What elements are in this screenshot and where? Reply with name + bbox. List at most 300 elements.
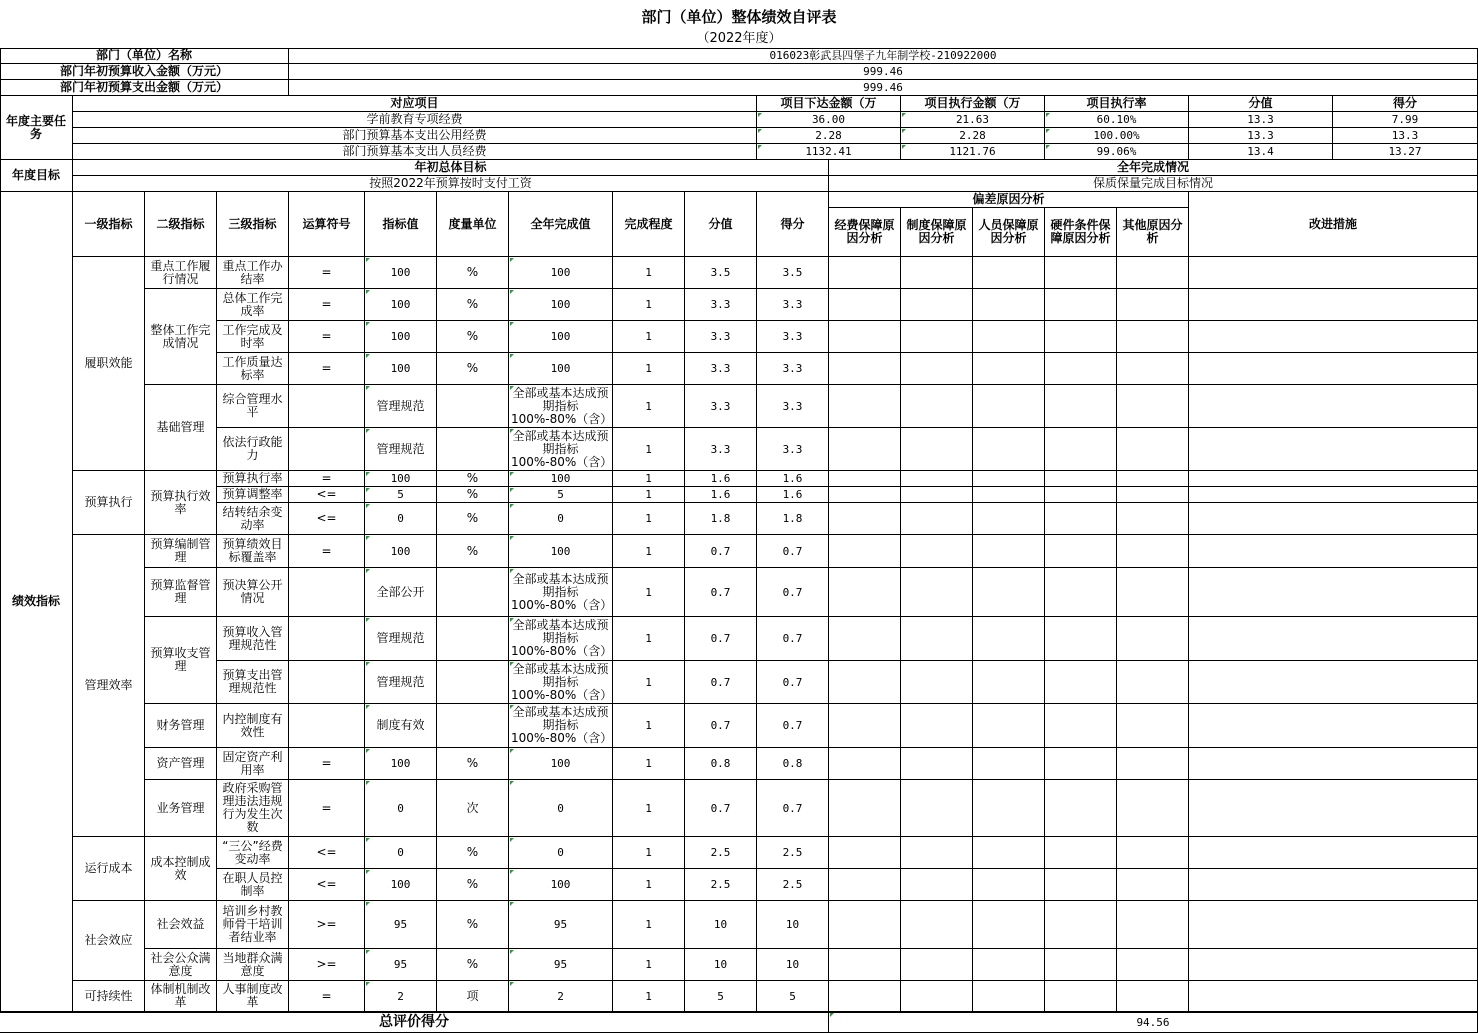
deviation-cell[interactable] xyxy=(829,869,901,901)
task-score-value[interactable]: 13.3 xyxy=(1189,112,1333,128)
indicator-score[interactable]: 1.6 xyxy=(757,471,829,487)
deviation-cell[interactable] xyxy=(901,568,973,617)
deviation-cell[interactable] xyxy=(829,981,901,1012)
deviation-cell[interactable] xyxy=(1117,981,1189,1012)
task-score-value[interactable]: 13.4 xyxy=(1189,144,1333,160)
indicator-op[interactable]: <= xyxy=(289,869,365,901)
task-issued[interactable]: 36.00 xyxy=(757,112,901,128)
indicator-op[interactable]: <= xyxy=(289,503,365,535)
indicator-degree[interactable]: 1 xyxy=(613,487,685,503)
indicator-value[interactable]: 10 xyxy=(685,949,757,981)
deviation-cell[interactable] xyxy=(901,503,973,535)
indicator-target[interactable]: 100 xyxy=(365,471,437,487)
indicator-unit[interactable]: % xyxy=(437,949,509,981)
deviation-cell[interactable] xyxy=(1045,428,1117,471)
indicator-degree[interactable]: 1 xyxy=(613,981,685,1012)
indicator-actual[interactable]: 100 xyxy=(509,257,613,289)
deviation-cell[interactable] xyxy=(901,353,973,385)
indicator-target[interactable]: 100 xyxy=(365,748,437,780)
indicator-target[interactable]: 管理规范 xyxy=(365,385,437,428)
indicator-value[interactable]: 1.6 xyxy=(685,487,757,503)
deviation-cell[interactable] xyxy=(973,617,1045,661)
indicator-value[interactable]: 3.3 xyxy=(685,428,757,471)
deviation-cell[interactable] xyxy=(973,535,1045,568)
completion-value[interactable]: 保质保量完成目标情况 xyxy=(829,176,1478,192)
indicator-value[interactable]: 0.7 xyxy=(685,535,757,568)
deviation-cell[interactable] xyxy=(973,869,1045,901)
unit-name-value[interactable]: 016023彰武县四堡子九年制学校-210922000 xyxy=(289,48,1478,64)
deviation-cell[interactable] xyxy=(1117,568,1189,617)
indicator-value[interactable]: 10 xyxy=(685,901,757,949)
indicator-target[interactable]: 全部公开 xyxy=(365,568,437,617)
deviation-cell[interactable] xyxy=(973,353,1045,385)
indicator-value[interactable]: 0.7 xyxy=(685,568,757,617)
deviation-cell[interactable] xyxy=(901,428,973,471)
deviation-cell[interactable] xyxy=(1117,385,1189,428)
deviation-cell[interactable] xyxy=(973,837,1045,869)
indicator-unit[interactable] xyxy=(437,385,509,428)
deviation-cell[interactable] xyxy=(829,257,901,289)
deviation-cell[interactable] xyxy=(1045,257,1117,289)
indicator-value[interactable]: 3.3 xyxy=(685,321,757,353)
deviation-cell[interactable] xyxy=(973,487,1045,503)
deviation-cell[interactable] xyxy=(1045,780,1117,837)
indicator-value[interactable]: 0.7 xyxy=(685,617,757,661)
improvement-cell[interactable] xyxy=(1189,901,1478,949)
indicator-unit[interactable]: % xyxy=(437,503,509,535)
indicator-actual[interactable]: 全部或基本达成预期指标100%-80%（含） xyxy=(509,704,613,748)
indicator-score[interactable]: 1.6 xyxy=(757,487,829,503)
income-value[interactable]: 999.46 xyxy=(289,64,1478,80)
task-score-value[interactable]: 13.3 xyxy=(1189,128,1333,144)
indicator-value[interactable]: 0.7 xyxy=(685,780,757,837)
indicator-unit[interactable] xyxy=(437,661,509,704)
deviation-cell[interactable] xyxy=(973,289,1045,321)
deviation-cell[interactable] xyxy=(901,661,973,704)
indicator-op[interactable]: = xyxy=(289,257,365,289)
indicator-actual[interactable]: 95 xyxy=(509,901,613,949)
indicator-value[interactable]: 3.3 xyxy=(685,353,757,385)
indicator-target[interactable]: 100 xyxy=(365,869,437,901)
indicator-score[interactable]: 3.3 xyxy=(757,289,829,321)
indicator-value[interactable]: 3.5 xyxy=(685,257,757,289)
deviation-cell[interactable] xyxy=(829,321,901,353)
task-score[interactable]: 13.27 xyxy=(1333,144,1478,160)
indicator-op[interactable]: = xyxy=(289,981,365,1012)
deviation-cell[interactable] xyxy=(901,471,973,487)
deviation-cell[interactable] xyxy=(1045,901,1117,949)
deviation-cell[interactable] xyxy=(973,321,1045,353)
deviation-cell[interactable] xyxy=(1045,353,1117,385)
indicator-op[interactable]: >= xyxy=(289,901,365,949)
indicator-actual[interactable]: 全部或基本达成预期指标100%-80%（含） xyxy=(509,661,613,704)
deviation-cell[interactable] xyxy=(1045,869,1117,901)
improvement-cell[interactable] xyxy=(1189,869,1478,901)
task-project-name[interactable]: 学前教育专项经费 xyxy=(73,112,757,128)
indicator-value[interactable]: 0.7 xyxy=(685,661,757,704)
improvement-cell[interactable] xyxy=(1189,617,1478,661)
indicator-degree[interactable]: 1 xyxy=(613,257,685,289)
deviation-cell[interactable] xyxy=(1045,487,1117,503)
deviation-cell[interactable] xyxy=(1117,503,1189,535)
indicator-degree[interactable]: 1 xyxy=(613,869,685,901)
deviation-cell[interactable] xyxy=(1045,321,1117,353)
indicator-actual[interactable]: 100 xyxy=(509,321,613,353)
indicator-op[interactable]: = xyxy=(289,748,365,780)
indicator-score[interactable]: 0.7 xyxy=(757,535,829,568)
indicator-unit[interactable]: 项 xyxy=(437,981,509,1012)
initial-goal-value[interactable]: 按照2022年预算按时支付工资 xyxy=(73,176,829,192)
indicator-score[interactable]: 0.7 xyxy=(757,704,829,748)
indicator-actual[interactable]: 100 xyxy=(509,748,613,780)
indicator-unit[interactable]: % xyxy=(437,289,509,321)
indicator-score[interactable]: 0.7 xyxy=(757,661,829,704)
indicator-unit[interactable]: % xyxy=(437,353,509,385)
indicator-unit[interactable] xyxy=(437,428,509,471)
deviation-cell[interactable] xyxy=(973,981,1045,1012)
total-value[interactable]: 94.56 xyxy=(829,1012,1478,1033)
deviation-cell[interactable] xyxy=(829,617,901,661)
improvement-cell[interactable] xyxy=(1189,385,1478,428)
indicator-value[interactable]: 1.6 xyxy=(685,471,757,487)
deviation-cell[interactable] xyxy=(973,748,1045,780)
indicator-target[interactable]: 2 xyxy=(365,981,437,1012)
indicator-score[interactable]: 1.8 xyxy=(757,503,829,535)
deviation-cell[interactable] xyxy=(901,981,973,1012)
deviation-cell[interactable] xyxy=(1117,617,1189,661)
indicator-actual[interactable]: 0 xyxy=(509,837,613,869)
indicator-unit[interactable]: % xyxy=(437,535,509,568)
indicator-actual[interactable]: 100 xyxy=(509,869,613,901)
indicator-score[interactable]: 3.3 xyxy=(757,321,829,353)
deviation-cell[interactable] xyxy=(829,568,901,617)
indicator-score[interactable]: 2.5 xyxy=(757,837,829,869)
indicator-op[interactable]: <= xyxy=(289,837,365,869)
indicator-degree[interactable]: 1 xyxy=(613,901,685,949)
deviation-cell[interactable] xyxy=(973,471,1045,487)
indicator-op[interactable] xyxy=(289,617,365,661)
indicator-score[interactable]: 0.7 xyxy=(757,568,829,617)
improvement-cell[interactable] xyxy=(1189,471,1478,487)
improvement-cell[interactable] xyxy=(1189,353,1478,385)
deviation-cell[interactable] xyxy=(1117,257,1189,289)
indicator-actual[interactable]: 2 xyxy=(509,981,613,1012)
indicator-value[interactable]: 0.7 xyxy=(685,704,757,748)
improvement-cell[interactable] xyxy=(1189,487,1478,503)
indicator-actual[interactable]: 0 xyxy=(509,780,613,837)
indicator-score[interactable]: 0.8 xyxy=(757,748,829,780)
task-project-name[interactable]: 部门预算基本支出公用经费 xyxy=(73,128,757,144)
deviation-cell[interactable] xyxy=(829,289,901,321)
indicator-op[interactable] xyxy=(289,704,365,748)
indicator-target[interactable]: 0 xyxy=(365,780,437,837)
indicator-score[interactable]: 3.3 xyxy=(757,385,829,428)
deviation-cell[interactable] xyxy=(1045,289,1117,321)
deviation-cell[interactable] xyxy=(901,780,973,837)
deviation-cell[interactable] xyxy=(1045,748,1117,780)
task-executed[interactable]: 21.63 xyxy=(901,112,1045,128)
indicator-actual[interactable]: 100 xyxy=(509,353,613,385)
indicator-op[interactable]: = xyxy=(289,353,365,385)
indicator-actual[interactable]: 全部或基本达成预期指标100%-80%（含） xyxy=(509,617,613,661)
deviation-cell[interactable] xyxy=(829,704,901,748)
deviation-cell[interactable] xyxy=(1045,385,1117,428)
deviation-cell[interactable] xyxy=(829,949,901,981)
indicator-degree[interactable]: 1 xyxy=(613,385,685,428)
indicator-score[interactable]: 5 xyxy=(757,981,829,1012)
improvement-cell[interactable] xyxy=(1189,568,1478,617)
indicator-op[interactable] xyxy=(289,568,365,617)
indicator-op[interactable]: = xyxy=(289,289,365,321)
deviation-cell[interactable] xyxy=(901,869,973,901)
deviation-cell[interactable] xyxy=(1117,487,1189,503)
indicator-degree[interactable]: 1 xyxy=(613,503,685,535)
indicator-actual[interactable]: 全部或基本达成预期指标100%-80%（含） xyxy=(509,428,613,471)
deviation-cell[interactable] xyxy=(1117,471,1189,487)
deviation-cell[interactable] xyxy=(973,428,1045,471)
deviation-cell[interactable] xyxy=(973,704,1045,748)
deviation-cell[interactable] xyxy=(1045,661,1117,704)
indicator-unit[interactable]: % xyxy=(437,471,509,487)
improvement-cell[interactable] xyxy=(1189,704,1478,748)
deviation-cell[interactable] xyxy=(901,837,973,869)
indicator-actual[interactable]: 0 xyxy=(509,503,613,535)
indicator-unit[interactable]: % xyxy=(437,487,509,503)
indicator-target[interactable]: 管理规范 xyxy=(365,428,437,471)
deviation-cell[interactable] xyxy=(1045,535,1117,568)
indicator-degree[interactable]: 1 xyxy=(613,704,685,748)
task-score[interactable]: 13.3 xyxy=(1333,128,1478,144)
deviation-cell[interactable] xyxy=(1045,949,1117,981)
indicator-degree[interactable]: 1 xyxy=(613,837,685,869)
deviation-cell[interactable] xyxy=(973,503,1045,535)
deviation-cell[interactable] xyxy=(1045,981,1117,1012)
indicator-unit[interactable]: % xyxy=(437,321,509,353)
task-issued[interactable]: 2.28 xyxy=(757,128,901,144)
indicator-actual[interactable]: 5 xyxy=(509,487,613,503)
indicator-score[interactable]: 0.7 xyxy=(757,780,829,837)
indicator-degree[interactable]: 1 xyxy=(613,661,685,704)
deviation-cell[interactable] xyxy=(829,780,901,837)
task-rate[interactable]: 60.10% xyxy=(1045,112,1189,128)
indicator-target[interactable]: 0 xyxy=(365,837,437,869)
indicator-actual[interactable]: 100 xyxy=(509,289,613,321)
deviation-cell[interactable] xyxy=(973,780,1045,837)
indicator-target[interactable]: 管理规范 xyxy=(365,661,437,704)
indicator-unit[interactable]: % xyxy=(437,837,509,869)
deviation-cell[interactable] xyxy=(1045,617,1117,661)
task-issued[interactable]: 1132.41 xyxy=(757,144,901,160)
deviation-cell[interactable] xyxy=(1117,949,1189,981)
improvement-cell[interactable] xyxy=(1189,837,1478,869)
indicator-unit[interactable]: % xyxy=(437,869,509,901)
improvement-cell[interactable] xyxy=(1189,321,1478,353)
indicator-op[interactable] xyxy=(289,385,365,428)
improvement-cell[interactable] xyxy=(1189,289,1478,321)
indicator-value[interactable]: 1.8 xyxy=(685,503,757,535)
indicator-actual[interactable]: 100 xyxy=(509,471,613,487)
deviation-cell[interactable] xyxy=(829,901,901,949)
indicator-target[interactable]: 5 xyxy=(365,487,437,503)
indicator-unit[interactable]: % xyxy=(437,748,509,780)
deviation-cell[interactable] xyxy=(1117,321,1189,353)
deviation-cell[interactable] xyxy=(973,568,1045,617)
deviation-cell[interactable] xyxy=(1117,289,1189,321)
indicator-score[interactable]: 3.5 xyxy=(757,257,829,289)
expense-value[interactable]: 999.46 xyxy=(289,80,1478,96)
indicator-op[interactable]: = xyxy=(289,471,365,487)
deviation-cell[interactable] xyxy=(829,748,901,780)
improvement-cell[interactable] xyxy=(1189,748,1478,780)
indicator-target[interactable]: 100 xyxy=(365,321,437,353)
indicator-degree[interactable]: 1 xyxy=(613,748,685,780)
indicator-degree[interactable]: 1 xyxy=(613,568,685,617)
improvement-cell[interactable] xyxy=(1189,257,1478,289)
indicator-actual[interactable]: 全部或基本达成预期指标100%-80%（含） xyxy=(509,385,613,428)
indicator-op[interactable]: <= xyxy=(289,487,365,503)
indicator-unit[interactable]: % xyxy=(437,257,509,289)
level2-indicator: 整体工作完成情况 xyxy=(145,289,217,385)
deviation-cell[interactable] xyxy=(829,428,901,471)
deviation-cell[interactable] xyxy=(829,353,901,385)
deviation-cell[interactable] xyxy=(1117,704,1189,748)
indicator-op[interactable]: >= xyxy=(289,949,365,981)
indicator-target[interactable]: 100 xyxy=(365,289,437,321)
level1-indicator: 运行成本 xyxy=(73,837,145,901)
indicator-value[interactable]: 2.5 xyxy=(685,837,757,869)
indicator-actual[interactable]: 95 xyxy=(509,949,613,981)
improvement-cell[interactable] xyxy=(1189,428,1478,471)
improvement-cell[interactable] xyxy=(1189,780,1478,837)
indicator-unit[interactable] xyxy=(437,568,509,617)
deviation-cell[interactable] xyxy=(829,503,901,535)
deviation-cell[interactable] xyxy=(973,385,1045,428)
deviation-cell[interactable] xyxy=(1045,503,1117,535)
indicator-op[interactable]: = xyxy=(289,321,365,353)
indicator-op[interactable] xyxy=(289,661,365,704)
deviation-cell[interactable] xyxy=(901,704,973,748)
deviation-cell[interactable] xyxy=(901,901,973,949)
indicator-degree[interactable]: 1 xyxy=(613,780,685,837)
indicator-value[interactable]: 2.5 xyxy=(685,869,757,901)
improvement-cell[interactable] xyxy=(1189,661,1478,704)
indicator-target[interactable]: 制度有效 xyxy=(365,704,437,748)
indicator-score[interactable]: 2.5 xyxy=(757,869,829,901)
indicator-degree[interactable]: 1 xyxy=(613,535,685,568)
indicator-op[interactable]: = xyxy=(289,535,365,568)
indicator-target[interactable]: 100 xyxy=(365,257,437,289)
improvement-cell[interactable] xyxy=(1189,535,1478,568)
indicator-score[interactable]: 10 xyxy=(757,901,829,949)
indicator-degree[interactable]: 1 xyxy=(613,428,685,471)
deviation-cell[interactable] xyxy=(901,385,973,428)
indicator-degree[interactable]: 1 xyxy=(613,353,685,385)
improvement-cell[interactable] xyxy=(1189,949,1478,981)
indicator-value[interactable]: 5 xyxy=(685,981,757,1012)
task-executed[interactable]: 2.28 xyxy=(901,128,1045,144)
indicator-target[interactable]: 0 xyxy=(365,503,437,535)
improvement-cell[interactable] xyxy=(1189,503,1478,535)
indicator-unit[interactable] xyxy=(437,617,509,661)
indicator-target[interactable]: 95 xyxy=(365,901,437,949)
deviation-cell[interactable] xyxy=(829,385,901,428)
deviation-cell[interactable] xyxy=(1045,568,1117,617)
indicator-degree[interactable]: 1 xyxy=(613,471,685,487)
deviation-cell[interactable] xyxy=(1117,901,1189,949)
indicator-unit[interactable] xyxy=(437,704,509,748)
deviation-cell[interactable] xyxy=(973,901,1045,949)
indicator-actual[interactable]: 全部或基本达成预期指标100%-80%（含） xyxy=(509,568,613,617)
indicator-score[interactable]: 3.3 xyxy=(757,353,829,385)
deviation-cell[interactable] xyxy=(901,487,973,503)
deviation-cell[interactable] xyxy=(829,487,901,503)
indicator-unit[interactable]: % xyxy=(437,901,509,949)
deviation-cell[interactable] xyxy=(829,471,901,487)
indicator-score[interactable]: 10 xyxy=(757,949,829,981)
indicator-op[interactable]: = xyxy=(289,780,365,837)
deviation-cell[interactable] xyxy=(829,661,901,704)
deviation-cell[interactable] xyxy=(829,535,901,568)
deviation-cell[interactable] xyxy=(1117,428,1189,471)
deviation-cell[interactable] xyxy=(1045,471,1117,487)
deviation-cell[interactable] xyxy=(901,321,973,353)
indicator-value[interactable]: 0.8 xyxy=(685,748,757,780)
indicator-target[interactable]: 95 xyxy=(365,949,437,981)
deviation-cell[interactable] xyxy=(1117,661,1189,704)
deviation-cell[interactable] xyxy=(901,535,973,568)
indicator-value[interactable]: 3.3 xyxy=(685,289,757,321)
indicator-degree[interactable]: 1 xyxy=(613,321,685,353)
task-rate[interactable]: 100.00% xyxy=(1045,128,1189,144)
indicator-value[interactable]: 3.3 xyxy=(685,385,757,428)
indicator-score[interactable]: 3.3 xyxy=(757,428,829,471)
deviation-cell[interactable] xyxy=(1045,837,1117,869)
task-score[interactable]: 7.99 xyxy=(1333,112,1478,128)
deviation-cell[interactable] xyxy=(1117,780,1189,837)
deviation-cell[interactable] xyxy=(1045,704,1117,748)
indicator-op[interactable] xyxy=(289,428,365,471)
deviation-cell[interactable] xyxy=(901,257,973,289)
task-rate[interactable]: 99.06% xyxy=(1045,144,1189,160)
indicator-target[interactable]: 100 xyxy=(365,353,437,385)
deviation-cell[interactable] xyxy=(973,949,1045,981)
deviation-cell[interactable] xyxy=(1117,837,1189,869)
deviation-cell[interactable] xyxy=(901,289,973,321)
deviation-cell[interactable] xyxy=(829,837,901,869)
deviation-cell[interactable] xyxy=(901,949,973,981)
improvement-cell[interactable] xyxy=(1189,981,1478,1012)
deviation-cell[interactable] xyxy=(901,617,973,661)
indicator-degree[interactable]: 1 xyxy=(613,617,685,661)
indicator-degree[interactable]: 1 xyxy=(613,949,685,981)
deviation-cell[interactable] xyxy=(1117,353,1189,385)
deviation-cell[interactable] xyxy=(973,661,1045,704)
indicator-actual[interactable]: 100 xyxy=(509,535,613,568)
task-executed[interactable]: 1121.76 xyxy=(901,144,1045,160)
indicator-degree[interactable]: 1 xyxy=(613,289,685,321)
level3-indicator: 结转结余变动率 xyxy=(217,503,289,535)
indicator-unit[interactable]: 次 xyxy=(437,780,509,837)
indicator-score[interactable]: 0.7 xyxy=(757,617,829,661)
indicator-target[interactable]: 管理规范 xyxy=(365,617,437,661)
deviation-cell[interactable] xyxy=(1117,869,1189,901)
deviation-cell[interactable] xyxy=(1117,535,1189,568)
indicator-target[interactable]: 100 xyxy=(365,535,437,568)
task-project-name[interactable]: 部门预算基本支出人员经费 xyxy=(73,144,757,160)
deviation-cell[interactable] xyxy=(973,257,1045,289)
deviation-cell[interactable] xyxy=(1117,748,1189,780)
deviation-cell[interactable] xyxy=(901,748,973,780)
